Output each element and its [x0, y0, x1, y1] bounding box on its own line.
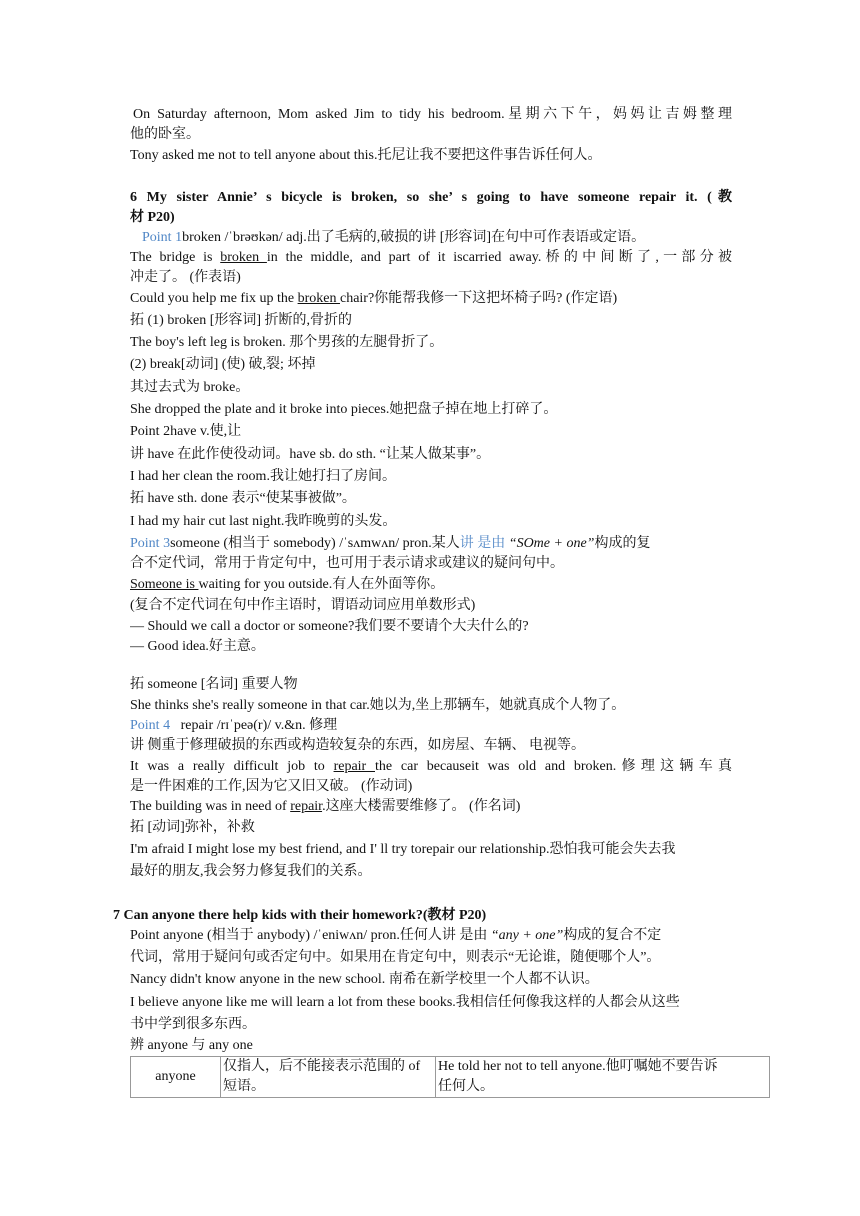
cell-line: 任何人。	[438, 1079, 494, 1094]
point-text: repair /rɪˈpeə(r)/ v.&n. 修理	[180, 718, 338, 733]
explain-marker: 讲 是由	[459, 536, 506, 551]
comparison-table	[130, 1056, 770, 1098]
note-text: 其过去式为 broke。	[130, 380, 250, 395]
formula: “any + one”	[490, 928, 564, 943]
text: .这座大楼需要维修了。 (作名词)	[322, 799, 521, 814]
text: 构成的复合不定	[563, 928, 662, 943]
extension-note: 拓 [动词]弥补，补救	[130, 820, 255, 835]
underlined-word: Someone is	[130, 577, 199, 592]
point-text: broken /ˈbrəʊkən/ adj.出了毛病的,破损的讲 [形容词]在句中可作表语或定语。	[182, 230, 646, 245]
dialogue-line: — Should we call a doctor or someone?我们要不要请个大夫什么的?	[130, 619, 529, 634]
example-sentence: The boy's left leg is broken. 那个男孩的左腿骨折了。	[130, 335, 444, 350]
text: The building was in need of	[130, 799, 291, 814]
table-cell	[221, 1057, 436, 1098]
text: The bridge is	[130, 250, 221, 265]
underlined-word: broken	[220, 250, 267, 265]
cell-line: He told her not to tell anyone.他叮嘱她不要告诉	[438, 1059, 718, 1074]
example-sentence: I had her clean the room.我让她打扫了房间。	[130, 469, 396, 484]
example-sentence	[130, 248, 732, 268]
example-sentence: She thinks she's really someone in that car.她以为,坐上那辆车，她就真成个人物了。	[130, 698, 626, 713]
cell-line: 仅指人，后不能接表示范围的 of	[223, 1059, 421, 1074]
example-sentence	[130, 289, 732, 309]
point-text: someone (相当于 somebody) /ˈsʌmwʌn/ pron.某人	[170, 536, 460, 551]
text: Could you help me fix up the	[130, 291, 298, 306]
extension-note: (2) break[动词] (使) 破,裂; 坏掉	[130, 357, 316, 372]
cell-line: 短语。	[223, 1079, 265, 1094]
point-anyone	[130, 926, 732, 946]
text: It was a really difficult job to	[130, 759, 334, 774]
text: in the middle, and part of it iscarried away.桥的中间断了,一部分被	[266, 250, 732, 265]
point-1	[142, 228, 744, 248]
text: 构成的复	[594, 536, 651, 551]
point-label: Point 3	[130, 536, 171, 551]
point-4	[130, 716, 732, 736]
example-sentence: I'm afraid I might lose my best friend, and I' ll try torepair our relationship.恐怕我可能会失去我	[130, 842, 676, 857]
example-translation: 冲走了。 (作表语)	[130, 270, 241, 285]
point-2: Point 2have v.使,让	[130, 424, 242, 439]
example-sentence	[130, 797, 732, 817]
extension-note: 拓 (1) broken [形容词] 折断的,骨折的	[130, 313, 353, 328]
example-sentence	[130, 757, 732, 777]
dialogue-line: — Good idea.好主意。	[130, 639, 265, 654]
explanation: 代词，常用于疑问句或否定句中。如果用在肯定句中，则表示“无论谁，随便哪个人”。	[130, 950, 661, 965]
example-sentence: I had my hair cut last night.我昨晚剪的头发。	[130, 514, 397, 529]
extension-note: 拓 someone [名词] 重要人物	[130, 677, 298, 692]
section-6-heading: 6 My sister Annie’ s bicycle is broken, so she’ s going to have someone repair it. (教	[130, 190, 732, 205]
underlined-word: repair	[333, 759, 375, 774]
grammar-note: (复合不定代词在句中作主语时，谓语动词应用单数形式)	[130, 598, 476, 613]
text: chair?你能帮我修一下这把坏椅子吗? (作定语)	[339, 291, 618, 306]
explanation: 讲 have 在此作使役动词。have sb. do sth. “让某人做某事”。	[130, 447, 491, 462]
example-sentence: She dropped the plate and it broke into pieces.她把盘子掉在地上打碎了。	[130, 402, 558, 417]
example-translation: 最好的朋友,我会努力修复我们的关系。	[130, 864, 372, 879]
table-row	[131, 1057, 770, 1098]
underlined-word: broken	[297, 291, 340, 306]
example-translation: 书中学到很多东西。	[130, 1017, 256, 1032]
point-label: Point 4	[130, 718, 171, 733]
example-sentence: Nancy didn't know anyone in the new school. 南希在新学校里一个人都不认识。	[130, 972, 599, 987]
table-cell: anyone	[131, 1057, 221, 1098]
example-sentence: On Saturday afternoon, Mom asked Jim to tidy his bedroom.星期六下午，妈妈让吉姆整理	[133, 107, 732, 122]
section-7-heading: 7 Can anyone there help kids with their homework?(教材 P20)	[113, 908, 487, 923]
point-label: Point 1	[142, 230, 183, 245]
explanation: 讲 侧重于修理破损的东西或构造较复杂的东西，如房屋、车辆、 电视等。	[130, 738, 585, 753]
point-3	[130, 534, 732, 554]
comparison-heading: 辨 anyone 与 any one	[130, 1038, 253, 1053]
underlined-word: repair	[290, 799, 323, 814]
formula: “SOme + one”	[508, 536, 595, 551]
explanation: 合不定代词，常用于肯定句中，也可用于表示请求或建议的疑问句中。	[130, 556, 564, 571]
extension-note: 拓 have sth. done 表示“使某事被做”。	[130, 491, 356, 506]
example-sentence: I believe anyone like me will learn a lot from these books.我相信任何像我这样的人都会从这些	[130, 995, 680, 1010]
section-6-heading-cont: 材 P20)	[130, 210, 175, 225]
text: waiting for you outside.有人在外面等你。	[198, 577, 445, 592]
text: the car becauseit was old and broken.修理这辆车真	[375, 759, 732, 774]
text: Point anyone (相当于 anybody) /ˈeniwʌn/ pron.任何人讲 是由	[130, 928, 491, 943]
table-cell	[436, 1057, 770, 1098]
example-translation: 是一件困难的工作,因为它又旧又破。 (作动词)	[130, 779, 413, 794]
example-sentence: Tony asked me not to tell anyone about this.托尼让我不要把这件事告诉任何人。	[130, 148, 602, 163]
example-translation: 他的卧室。	[130, 127, 200, 142]
example-sentence	[130, 575, 732, 595]
